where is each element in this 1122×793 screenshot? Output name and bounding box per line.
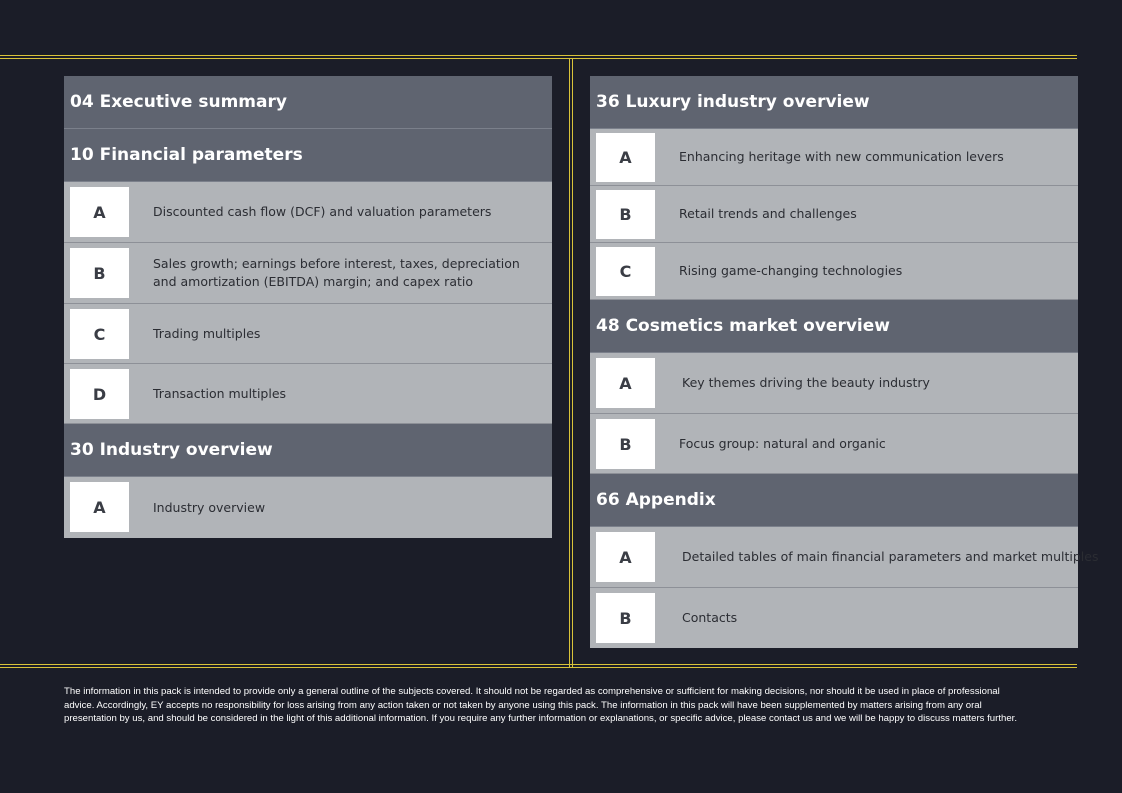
item-letter: A <box>70 482 129 532</box>
disclaimer-text: The information in this pack is intended to provide only a general outline of the subjects covered. It should not be regarded as comprehensive or sufficient for making decisions, nor should it be used in place of professional advice. Accordingly, EY accepts no responsibility for loss arising from any action taken or not taken by anyone using this pack. The information in this pack will have been supplemented by matters arising from any oral presentation by us, and should be considered in the light of this additional information. If you require any further information or explanations, or specific advice, please contact us and we will be happy to discuss matters further. <box>64 686 1017 725</box>
bottom-rule-2 <box>0 667 1077 668</box>
item-letter: A <box>70 187 129 237</box>
item-letter: D <box>70 369 129 419</box>
top-rule-2 <box>0 58 1077 59</box>
item-letter: C <box>70 309 129 359</box>
item-text: Focus group: natural and organic <box>679 435 886 451</box>
section-title: 48 Cosmetics market overview <box>596 316 890 336</box>
list-item[interactable] <box>590 527 1099 588</box>
section-appendix[interactable] <box>590 474 1078 527</box>
list-item[interactable] <box>64 243 552 304</box>
section-cosmetics-market-overview[interactable] <box>590 300 1078 353</box>
section-title: 10 Financial parameters <box>70 145 303 165</box>
item-text: Trading multiples <box>153 325 261 341</box>
list-item[interactable] <box>590 414 1078 474</box>
list-item[interactable] <box>590 129 1078 186</box>
item-text: Retail trends and challenges <box>679 206 857 221</box>
center-rule <box>569 58 570 668</box>
section-title: 30 Industry overview <box>70 440 273 460</box>
item-text: Contacts <box>682 610 738 625</box>
item-text: Discounted cash flow (DCF) and valuation parameters <box>153 204 492 219</box>
item-text: Detailed tables of main financial parameters and market multiples <box>682 549 1099 564</box>
item-text: Rising game-changing technologies <box>679 263 903 278</box>
item-letter: B <box>596 190 655 239</box>
top-rule <box>0 55 1077 56</box>
list-item[interactable] <box>590 243 1078 300</box>
list-item[interactable] <box>64 364 552 424</box>
list-item[interactable] <box>590 353 1078 414</box>
section-title: 36 Luxury industry overview <box>596 92 870 112</box>
list-item[interactable] <box>64 477 552 538</box>
item-text: Key themes driving the beauty industry <box>682 375 930 390</box>
item-letter: A <box>596 532 655 582</box>
item-letter: B <box>596 419 655 469</box>
section-luxury-industry-overview[interactable] <box>590 76 1078 129</box>
list-item[interactable] <box>590 186 1078 243</box>
item-letter: B <box>70 248 129 298</box>
section-financial-parameters[interactable] <box>64 129 552 182</box>
item-letter: B <box>596 593 655 643</box>
section-executive-summary[interactable] <box>64 76 552 129</box>
bottom-rule <box>0 664 1077 665</box>
item-letter: A <box>596 358 655 408</box>
item-letter: C <box>596 247 655 296</box>
item-text: Industry overview <box>153 499 266 515</box>
section-title: 04 Executive summary <box>70 92 287 112</box>
item-text: Transaction multiples <box>153 385 287 401</box>
list-item[interactable] <box>64 304 552 364</box>
list-item[interactable] <box>590 588 1078 648</box>
item-text: Sales growth; earnings before interest, taxes, depreciation and amortization (EBITDA) margin; and capex ratio <box>153 256 520 289</box>
contents-left-column <box>64 76 552 538</box>
contents-right-column <box>590 76 1099 648</box>
center-rule-2 <box>572 58 573 668</box>
list-item[interactable] <box>64 182 552 243</box>
item-letter: A <box>596 133 655 182</box>
item-text: Enhancing heritage with new communication levers <box>679 149 1004 164</box>
section-title: 66 Appendix <box>596 490 716 510</box>
section-industry-overview[interactable] <box>64 424 552 477</box>
